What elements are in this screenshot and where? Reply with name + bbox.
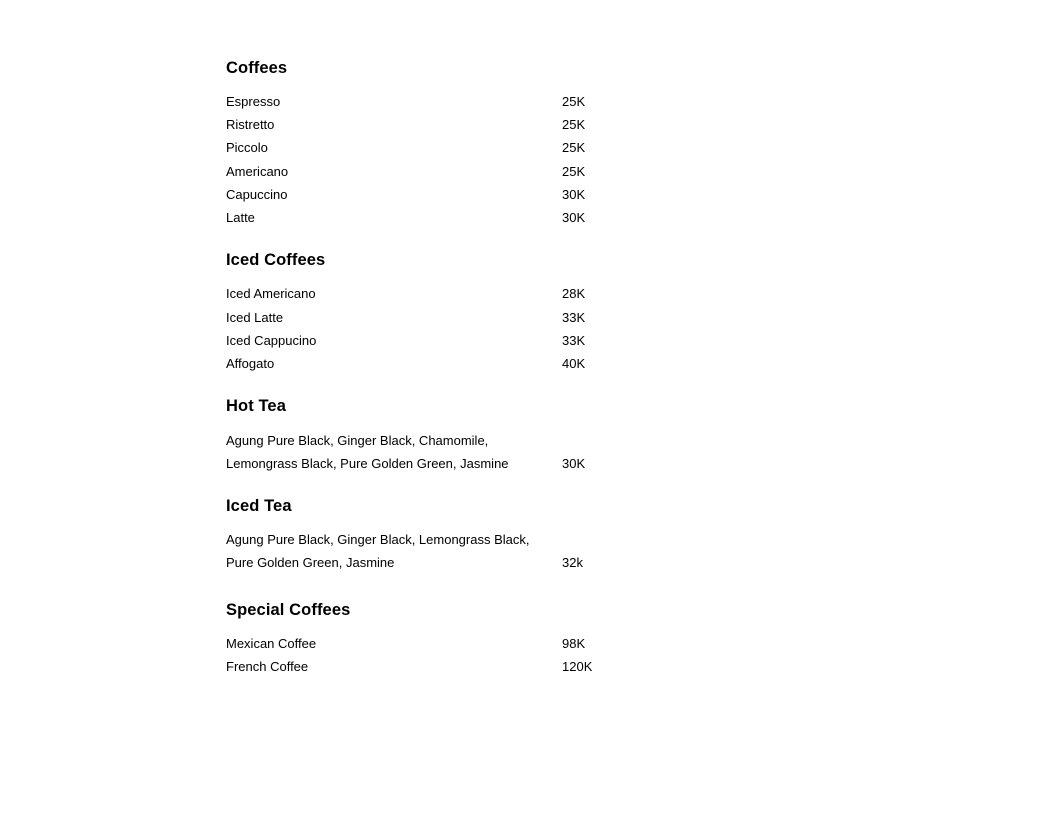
menu-item	[226, 636, 646, 654]
item-price: 120K	[562, 659, 593, 674]
item-name: French Coffee	[226, 659, 309, 674]
menu-item	[226, 117, 646, 135]
item-price: 32k	[562, 555, 583, 570]
item-price: 30K	[562, 187, 586, 202]
menu-item	[226, 532, 646, 550]
item-price: 25K	[562, 117, 586, 132]
item-name: Iced Latte	[226, 310, 284, 325]
section-title-special-coffees: Special Coffees	[226, 601, 351, 619]
menu-item	[226, 187, 646, 205]
item-name: Ristretto	[226, 117, 275, 132]
item-price: 40K	[562, 356, 586, 371]
item-price: 30K	[562, 456, 586, 471]
menu-item	[226, 659, 646, 677]
item-price: 25K	[562, 164, 586, 179]
item-price: 33K	[562, 333, 586, 348]
item-price: 30K	[562, 210, 586, 225]
item-name: Latte	[226, 210, 255, 225]
section-title-iced-coffees: Iced Coffees	[226, 251, 326, 269]
menu-item	[226, 286, 646, 304]
item-name: Iced Americano	[226, 286, 316, 301]
section-title-hot-tea: Hot Tea	[226, 397, 286, 415]
item-price: 33K	[562, 310, 586, 325]
item-price: 28K	[562, 286, 586, 301]
item-name: Iced Cappucino	[226, 333, 317, 348]
menu-item	[226, 310, 646, 328]
item-name: Espresso	[226, 94, 281, 109]
item-name: Agung Pure Black, Ginger Black, Lemongrass Black,	[226, 532, 530, 547]
section-title-iced-tea: Iced Tea	[226, 497, 292, 515]
menu-item	[226, 555, 646, 573]
item-name: Americano	[226, 164, 289, 179]
section-title-coffees: Coffees	[226, 59, 288, 77]
item-price: 98K	[562, 636, 586, 651]
menu-item	[226, 94, 646, 112]
item-name: Lemongrass Black, Pure Golden Green, Jasmine	[226, 456, 509, 471]
item-price: 25K	[562, 140, 586, 155]
menu-item	[226, 456, 646, 474]
menu-item	[226, 210, 646, 228]
item-name: Mexican Coffee	[226, 636, 317, 651]
menu-item	[226, 356, 646, 374]
item-name: Affogato	[226, 356, 275, 371]
item-name: Pure Golden Green, Jasmine	[226, 555, 395, 570]
menu-item	[226, 164, 646, 182]
item-price: 25K	[562, 94, 586, 109]
item-name: Agung Pure Black, Ginger Black, Chamomile,	[226, 433, 489, 448]
item-name: Capuccino	[226, 187, 288, 202]
menu-item	[226, 333, 646, 351]
menu-item	[226, 140, 646, 158]
menu-item	[226, 433, 646, 451]
item-name: Piccolo	[226, 140, 268, 155]
